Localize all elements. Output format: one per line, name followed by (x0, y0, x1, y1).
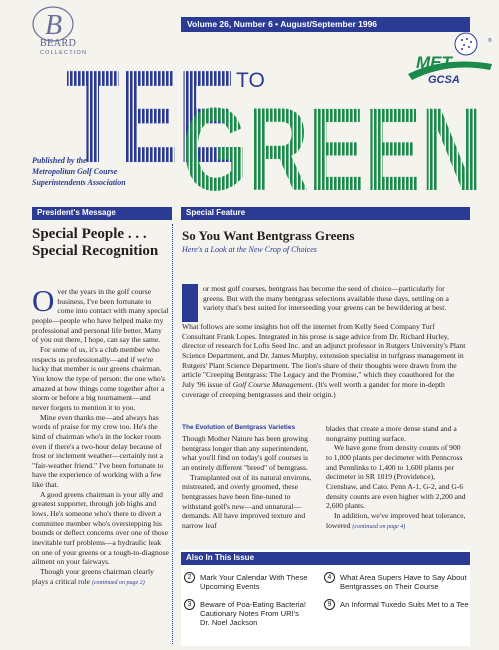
pm-paragraph: For some of us, it's a club member who respects us professionally—and if we're lucky that member is our greens chairman. You know the type of person: the one who's amazed at how things come together after a storm or before a big tournament—and never forgets to mention it to you. (32, 344, 166, 412)
feature-paragraph: What follows are some insights hot off the internet from Kelly Seed Company Turf Consultant Frank Lopes. Integrated in his prose is sage advice from Dr. Richard Hurley, director of research for Lofts Seed Inc. and an adjunct professor in Rutgers University's Plant Science Department, and Dr. James Murphy, extension specialist in turfgrass management in Rutgers' Plant Science Department. The lion's share of their thoughts were drawn from the article "Creeping Bentgrass: The Legacy and the Promise," which they coauthored for the July '96 issue of Golf Course Management. (It's well worth a gander for more in-depth coverage of creeping bentgrasses and their origin.) (182, 322, 466, 399)
title-green (182, 96, 485, 192)
page-number-badge: 9 (324, 599, 335, 610)
title-part1: TEE (66, 60, 236, 170)
column-divider (172, 224, 173, 644)
pm-paragraph: Over the years in the golf course business, I've been fortunate to come into contact with many special people—people who have helped make my professional and personal life better. Many of you out there, I hope, can say the same. (32, 283, 169, 345)
feature-paragraph: Though Mother Nature has been growing bentgrass longer than any superintendent, what you'll find on today's golf courses is an entirely different "breed" of bentgrass. (182, 434, 309, 472)
pm-paragraph: A good greens chairman is your ally and greatest supporter, through job highs and lows. He's someone who's there to divert a committee member who's overstepping his bounds or deflect concerns over one of those inevitable turf problems—a hydraulic leak on one of your greens or a tough-to-diagnose ailment on your fairways. (32, 489, 169, 567)
beard-logo-line2: COLLECTION (40, 50, 88, 56)
pm-title-line1: Special People . . . (32, 226, 147, 242)
title-part3: GREEN (182, 96, 482, 192)
met-logo-top: MET (416, 53, 452, 72)
issue-line: Volume 26, Number 6 • August/September 1996 (181, 17, 470, 32)
issue-item[interactable]: What Area Supers Have to Say About Bentgrasses on Their Course (340, 573, 467, 591)
feature-paragraph: Transplanted out of its natural environs, mistreated, and overly groomed, these bentgrasses have been fine-tuned to withstand golf's new—and unnatural—demands. All have improved texture and narrow leaf (182, 472, 312, 530)
publisher-info (32, 155, 126, 188)
feature-paragraph: We have gone from density counts of 900 to 1,000 plants per decimeter with Penncross and Pennlinks to 1,400 to 1,600 plants per decimeter in SR 1019 (Providence), Crenshaw, and Cato. Penn A-1, G-2, and G-6 density counts are even higher with 2,200 and 2,600 plants. (326, 443, 466, 511)
met-logo-bottom: GCSA (428, 74, 460, 85)
evolution-heading: The Evolution of Bentgrass Varieties (182, 424, 296, 431)
pm-paragraph: Mine even thanks me—and always has words of praise for my crew too. He's the kind of chairman who's in the locker room even if there's a two-hour delay because of frost or inclement weather—certainly not a "fair-weather friend." I've been fortunate to have the experience of working with a few like that. (32, 412, 164, 490)
feature-paragraph: or most golf courses, bentgrass has become the seed of choice—particularly for greens. But with the many bentgrass selections available these days, settling on a variety that's best suited for interseeding your greens can be bewildering at best. (182, 284, 468, 313)
svg-text:B: B (45, 10, 63, 41)
feature-paragraph: In addition, we've improved heat tolerance, lowered (continued on page 4) (326, 510, 466, 530)
feature-drop-cap (182, 284, 198, 322)
issue-item[interactable]: Beware of Poa-Eating Bacteria! Cautionary Notes From URI's Dr. Noel Jackson (200, 600, 306, 627)
feature-column-2 (182, 434, 316, 531)
met-gcsa-logo-icon (404, 30, 496, 85)
title-part2: TO (236, 69, 265, 92)
page-number-badge: 4 (324, 572, 335, 583)
feature-title: So You Want Bentgrass Greens (182, 228, 355, 243)
issue-item[interactable]: Mark Your Calendar With These Upcoming Events (200, 573, 308, 591)
page-number-badge: 3 (184, 599, 195, 610)
feature-paragraph: blades that create a more dense stand and a nongrainy putting surface. (326, 424, 457, 443)
publisher-line3: Superintendents Association (32, 178, 126, 187)
also-in-this-issue-bar: Also In This Issue (181, 552, 470, 565)
page-number-badge: 2 (184, 572, 195, 583)
publisher-line2: Metropolitan Golf Course (32, 167, 118, 176)
pm-title-line2: Special Recognition (32, 243, 159, 259)
issue-item[interactable]: An Informal Tuxedo Suits Met to a Tee (340, 600, 469, 609)
special-feature-bar: Special Feature (181, 207, 470, 220)
presidents-message-bar: President's Message (32, 207, 172, 220)
pm-paragraph: Though your greens chairman clearly plays a critical role (continued on page 2) (32, 567, 154, 586)
pm-continued: (continued on page 2) (91, 579, 145, 586)
pm-drop-cap: O (32, 283, 55, 318)
svg-text:®: ® (488, 38, 492, 44)
beard-logo-line1: BEARD (40, 38, 77, 49)
feature-subtitle: Here's a Look at the New Crop of Choices (182, 245, 317, 254)
feature-continued: (continued on page 4) (352, 523, 406, 530)
publisher-line1: Published by the (32, 156, 87, 165)
feature-intro (182, 284, 468, 399)
feature-column-3 (326, 424, 468, 532)
presidents-message-title (32, 226, 172, 260)
presidents-message-body (32, 283, 169, 588)
